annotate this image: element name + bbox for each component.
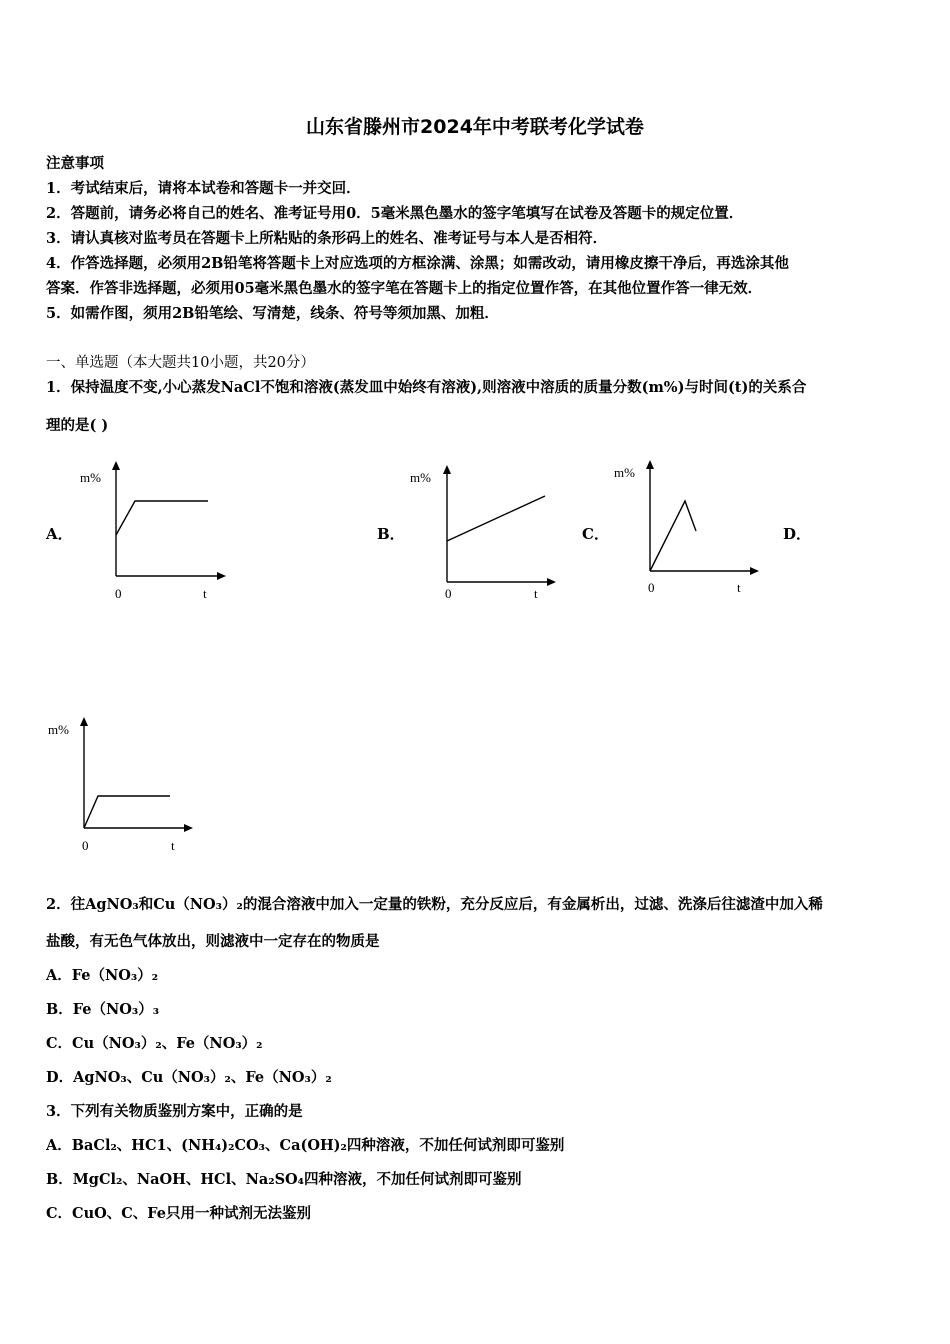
notice-line: 1．考试结束后，请将本试卷和答题卡一并交回． — [46, 180, 361, 197]
section-heading: 一、单选题（本大题共10小题，共20分） — [46, 355, 315, 371]
graph-option-b — [405, 458, 565, 608]
notice-line: 2．答题前，请务必将自己的姓名、准考证号用0．5毫米黑色墨水的签字笔填写在试卷及答题卡的规定位置． — [46, 205, 744, 222]
graph-origin-label: 0 — [445, 586, 452, 601]
graph-origin-label: 0 — [115, 586, 122, 601]
graph-x-label: t — [203, 586, 207, 601]
graph-x-label: t — [171, 838, 175, 853]
notice-heading: 注意事项 — [46, 155, 104, 172]
notice-line: 5．如需作图，须用2B铅笔绘、写清楚，线条、符号等须加黑、加粗． — [46, 305, 499, 322]
graph-y-label: m% — [614, 465, 635, 480]
q2-option-b: B．Fe（NO₃）₃ — [46, 1001, 160, 1018]
notice-line: 4．作答选择题，必须用2B铅笔将答题卡上对应选项的方框涂满、涂黑；如需改动，请用橡皮擦干净后，再选涂其他 — [46, 255, 789, 272]
q1-option-a-label: A． — [46, 525, 73, 543]
q1-stem-line1: 1．保持温度不变,小心蒸发NaCl不饱和溶液(蒸发皿中始终有溶液),则溶液中溶质的质量分数(m%)与时间(t)的关系合 — [46, 379, 807, 396]
q1-option-d-label: D． — [783, 525, 812, 543]
graph-x-label: t — [534, 586, 538, 601]
graph-y-label: m% — [48, 722, 69, 737]
q3-stem: 3．下列有关物质鉴别方案中，正确的是 — [46, 1103, 303, 1120]
page-title: 山东省滕州市2024年中考联考化学试卷 — [306, 116, 644, 138]
q3-option-a: A．BaCl₂、HC1、(NH₄)₂CO₃、Ca(OH)₂四种溶液，不加任何试剂即可鉴别 — [46, 1137, 565, 1154]
q3-option-b: B．MgCl₂、NaOH、HCl、Na₂SO₄四种溶液，不加任何试剂即可鉴别 — [46, 1171, 522, 1188]
graph-option-c — [612, 455, 772, 605]
graph-option-a — [75, 458, 235, 608]
graph-option-d — [42, 710, 202, 860]
q1-option-c-label: C． — [582, 525, 609, 543]
notice-line: 3．请认真核对监考员在答题卡上所粘贴的条形码上的姓名、准考证号与本人是否相符． — [46, 230, 608, 247]
q2-option-a: A．Fe（NO₃）₂ — [46, 967, 159, 984]
graph-y-label: m% — [410, 470, 431, 485]
graph-x-label: t — [737, 580, 741, 595]
graph-origin-label: 0 — [648, 580, 655, 595]
graph-origin-label: 0 — [82, 838, 89, 853]
q2-stem-line2: 盐酸，有无色气体放出，则滤液中一定存在的物质是 — [46, 933, 380, 950]
q1-stem-line2: 理的是( ) — [46, 417, 109, 434]
q2-stem-line1: 2．往AgNO₃和Cu（NO₃）₂的混合溶液中加入一定量的铁粉，充分反应后，有金属析出，过滤、洗涤后往滤渣中加入稀 — [46, 896, 823, 913]
q3-option-c: C．CuO、C、Fe只用一种试剂无法鉴别 — [46, 1205, 312, 1222]
graph-y-label: m% — [80, 470, 101, 485]
notice-line: 答案．作答非选择题，必须用05毫米黑色墨水的签字笔在答题卡上的指定位置作答，在其他位置作答一律无效． — [46, 280, 763, 297]
q2-option-d: D．AgNO₃、Cu（NO₃）₂、Fe（NO₃）₂ — [46, 1069, 332, 1086]
q1-option-b-label: B． — [377, 525, 405, 543]
q2-option-c: C．Cu（NO₃）₂、Fe（NO₃）₂ — [46, 1035, 263, 1052]
